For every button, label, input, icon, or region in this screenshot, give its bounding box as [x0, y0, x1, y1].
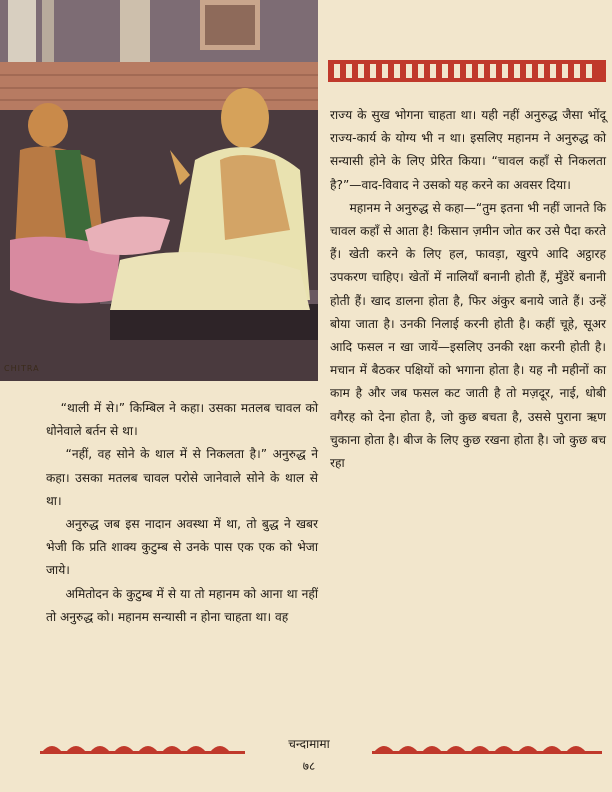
left-text-column	[46, 397, 318, 629]
footer-lamp-border-left	[40, 734, 245, 754]
story-illustration	[0, 0, 318, 381]
footer-lamp-border-right	[372, 734, 602, 754]
right-text-column	[330, 104, 606, 475]
decorative-header-border	[328, 60, 606, 82]
magazine-title: चन्दामामा	[288, 737, 330, 751]
paragraph: अमितोदन के कुटुम्ब में से या तो महानम को आना था नहीं तो अनुरुद्ध को। महानम सन्यासी न होना चाहता था। वह	[46, 586, 318, 624]
paragraph: राज्य के सुख भोगना चाहता था। यही नहीं अनुरुद्ध जैसा भोंदू राज्य-कार्य के योग्य भी न था। इसलिए महानम ने अनुरुद्ध को सन्यासी होने के लिए प्रेरित किया। “चावल कहाँ से निकलता है?”—वाद-विवाद ने उसको यह करने का अवसर दिया।	[330, 108, 606, 192]
paragraph: अनुरुद्ध जब इस नादान अवस्था में था, तो बुद्ध ने खबर भेजी कि प्रति शाक्य कुटुम्ब से उनके पास एक एक को भेजा जाये।	[46, 517, 318, 578]
artist-signature: CHITRA	[4, 364, 40, 373]
monks-conversation-illustration	[0, 0, 318, 381]
page-number: ७८	[302, 759, 316, 773]
paragraph: “नहीं, वह सोने के थाल में से निकलता है।” अनुरुद्ध ने कहा। उसका मतलब चावल परोसे जानेवाले सोने के थाल से था।	[46, 447, 318, 508]
paragraph: महानम ने अनुरुद्ध से कहा—“तुम इतना भी नहीं जानते कि चावल कहाँ से आता है! किसान ज़मीन जोत कर उसे पैदा करते हैं। खेती करने के लिए हल, फावड़ा, खुरपे आदि अट्ठारह उपकरण चाहिए। खेतों में नालियाँ बनानी होती हैं, मुँडेरें बनानी होती हैं। खाद डालना होता है, फिर अंकुर बनाये जाते हैं। उन्हें बोया जाता है। उनकी निलाई करनी होती है। कहीं चूहे, सूअर आदि फसल न खा जायें—इसलिए उनकी रक्षा करनी होती है। मचान में बैठकर पक्षियों को भगाना होता है। यह नौ महीनों का काम है और जब फसल कट जाती है तो मज़दूर, नाई, धोबी वगैरह को देना होता है, जो कुछ बचता है, उससे पुराना ऋण चुकाना होता है। बीज के लिए कुछ रखना होता है। जो कुछ बच रहा	[330, 200, 606, 471]
paragraph: “थाली में से।” किम्बिल ने कहा। उसका मतलब चावल को धोनेवाले बर्तन से था।	[46, 401, 318, 439]
